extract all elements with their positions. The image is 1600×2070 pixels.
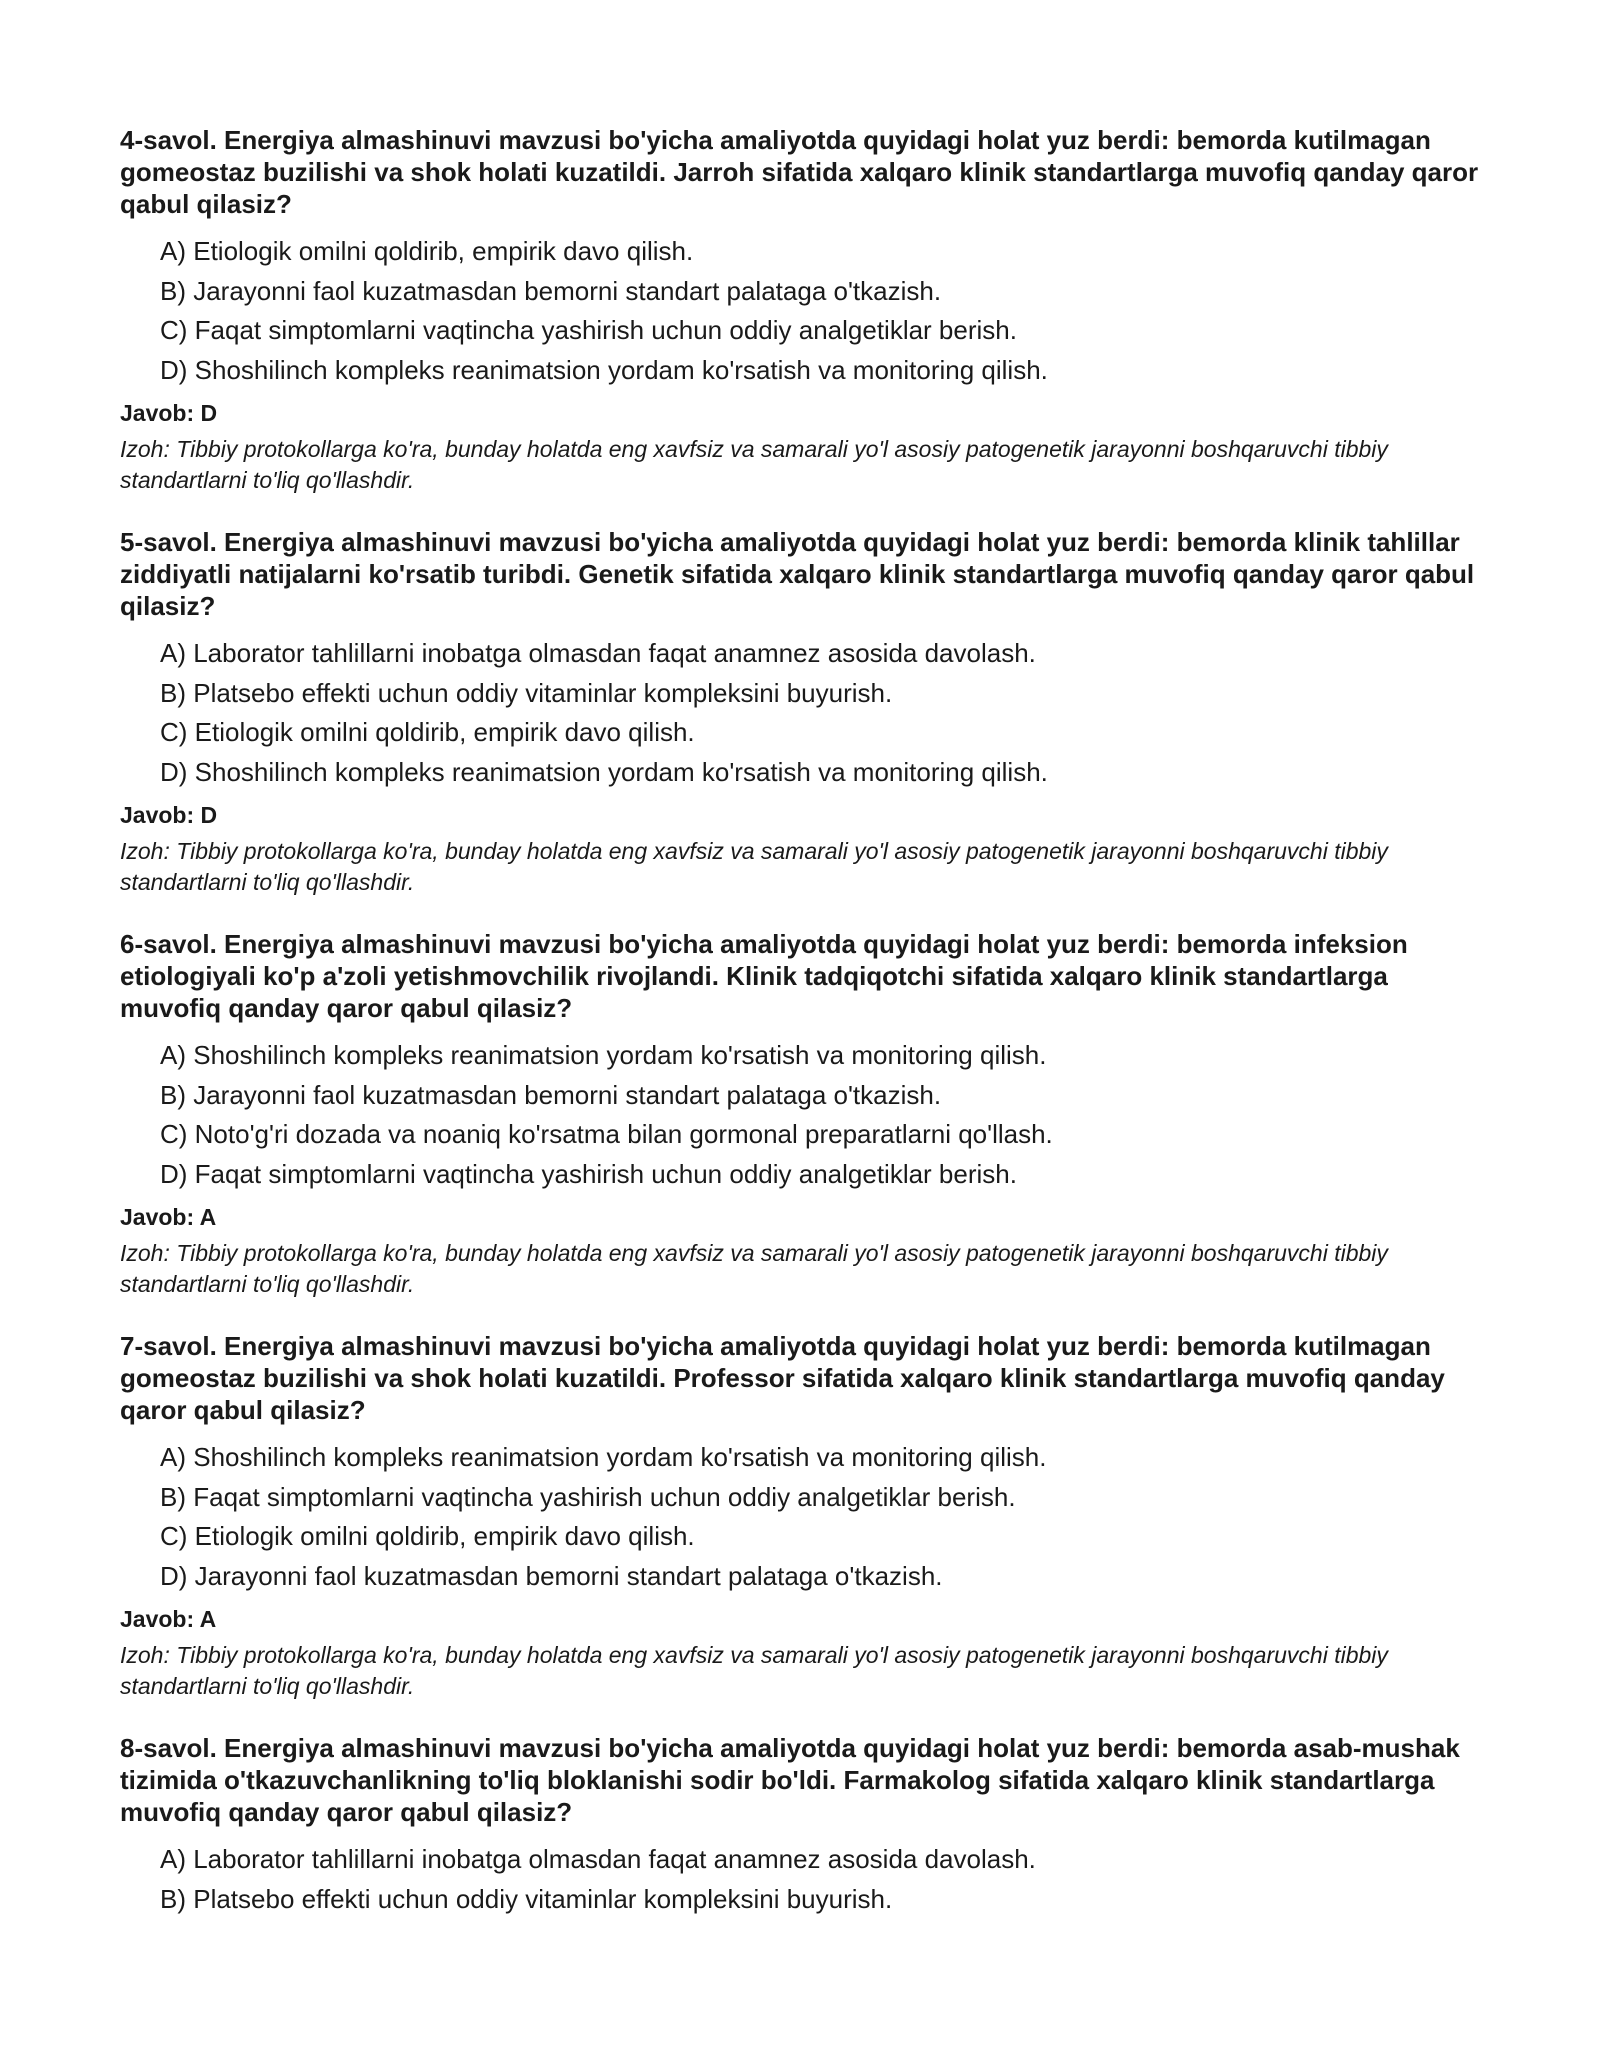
- option-d: D) Jarayonni faol kuzatmasdan bemorni standart palataga o'tkazish.: [160, 1560, 943, 1591]
- question-title: 5-savol. Energiya almashinuvi mavzusi bo'yicha amaliyotda quyidagi holat yuz berdi: bemorda klinik tahlillar ziddiyatli natijalarni ko'rsatib turibdi. Genetik sifatida xalqaro klinik standartlarga muvofiq qanday qaror qabul qilasiz?: [120, 527, 1475, 621]
- option-b: B) Jarayonni faol kuzatmasdan bemorni standart palataga o'tkazish.: [160, 1079, 942, 1110]
- options-list: [160, 232, 1480, 390]
- answer-label: Javob: D: [120, 400, 218, 426]
- option-a: A) Laborator tahlillarni inobatga olmasdan faqat anamnez asosida davolash.: [160, 638, 1036, 668]
- option-d: D) Shoshilinch kompleks reanimatsion yordam ko'rsatish va monitoring qilish.: [160, 756, 1048, 787]
- option-a: A) Etiologik omilni qoldirib, empirik davo qilish.: [160, 236, 694, 266]
- question-block: [120, 1732, 1480, 1919]
- option-b: B) Platsebo effekti uchun oddiy vitaminlar kompleksini buyurish.: [160, 1883, 893, 1914]
- option-a: A) Shoshilinch kompleks reanimatsion yordam ko'rsatish va monitoring qilish.: [160, 1442, 1047, 1472]
- question-title: 4-savol. Energiya almashinuvi mavzusi bo'yicha amaliyotda quyidagi holat yuz berdi: bemorda kutilmagan gomeostaz buzilishi va shok holati kuzatildi. Jarroh sifatida xalqaro klinik standartlarga muvofiq qanday qaror qabul qilasiz?: [120, 125, 1479, 219]
- answer-label: Javob: A: [120, 1204, 217, 1230]
- option-d: D) Faqat simptomlarni vaqtincha yashirish uchun oddiy analgetiklar berish.: [160, 1158, 1017, 1189]
- option-b: B) Jarayonni faol kuzatmasdan bemorni standart palataga o'tkazish.: [160, 275, 942, 306]
- option-b: B) Platsebo effekti uchun oddiy vitaminlar kompleksini buyurish.: [160, 677, 893, 708]
- explanation-note: Izoh: Tibbiy protokollarga ko'ra, bunday holatda eng xavfsiz va samarali yo'l asosiy patogenetik jarayonni boshqaruvchi tibbiy standartlarni to'liq qo'llashdir.: [120, 436, 1388, 493]
- option-a: A) Laborator tahlillarni inobatga olmasdan faqat anamnez asosida davolash.: [160, 1844, 1036, 1874]
- document-page: [120, 124, 1480, 1949]
- option-c: C) Etiologik omilni qoldirib, empirik davo qilish.: [160, 717, 695, 747]
- option-a: A) Shoshilinch kompleks reanimatsion yordam ko'rsatish va monitoring qilish.: [160, 1040, 1047, 1070]
- options-list: [160, 1438, 1480, 1596]
- question-title: 7-savol. Energiya almashinuvi mavzusi bo'yicha amaliyotda quyidagi holat yuz berdi: bemorda kutilmagan gomeostaz buzilishi va shok holati kuzatildi. Professor sifatida xalqaro klinik standartlarga muvofiq qanday qaror qabul qilasiz?: [120, 1331, 1445, 1425]
- options-list: [160, 1036, 1480, 1194]
- option-d: D) Shoshilinch kompleks reanimatsion yordam ko'rsatish va monitoring qilish.: [160, 354, 1048, 385]
- question-block: [120, 124, 1480, 496]
- option-b: B) Faqat simptomlarni vaqtincha yashirish uchun oddiy analgetiklar berish.: [160, 1481, 1016, 1512]
- question-title: 6-savol. Energiya almashinuvi mavzusi bo'yicha amaliyotda quyidagi holat yuz berdi: bemorda infeksion etiologiyali ko'p a'zoli yetishmovchilik rivojlandi. Klinik tadqiqotchi sifatida xalqaro klinik standartlarga muvofiq qanday qaror qabul qilasiz?: [120, 929, 1408, 1023]
- answer-label: Javob: A: [120, 1606, 217, 1632]
- options-list: [160, 634, 1480, 792]
- option-c: C) Noto'g'ri dozada va noaniq ko'rsatma bilan gormonal preparatlarni qo'llash.: [160, 1119, 1053, 1149]
- question-block: [120, 1330, 1480, 1702]
- option-c: C) Etiologik omilni qoldirib, empirik davo qilish.: [160, 1521, 695, 1551]
- explanation-note: Izoh: Tibbiy protokollarga ko'ra, bunday holatda eng xavfsiz va samarali yo'l asosiy patogenetik jarayonni boshqaruvchi tibbiy standartlarni to'liq qo'llashdir.: [120, 838, 1388, 895]
- question-title: 8-savol. Energiya almashinuvi mavzusi bo'yicha amaliyotda quyidagi holat yuz berdi: bemorda asab-mushak tizimida o'tkazuvchanlikning to'liq bloklanishi sodir bo'ldi. Farmakolog sifatida xalqaro klinik standartlarga muvofiq qanday qaror qabul qilasiz?: [120, 1733, 1460, 1827]
- options-list: [160, 1840, 1480, 1919]
- answer-label: Javob: D: [120, 802, 218, 828]
- question-block: [120, 526, 1480, 898]
- explanation-note: Izoh: Tibbiy protokollarga ko'ra, bunday holatda eng xavfsiz va samarali yo'l asosiy patogenetik jarayonni boshqaruvchi tibbiy standartlarni to'liq qo'llashdir.: [120, 1642, 1388, 1699]
- option-c: C) Faqat simptomlarni vaqtincha yashirish uchun oddiy analgetiklar berish.: [160, 315, 1017, 345]
- question-block: [120, 928, 1480, 1300]
- explanation-note: Izoh: Tibbiy protokollarga ko'ra, bunday holatda eng xavfsiz va samarali yo'l asosiy patogenetik jarayonni boshqaruvchi tibbiy standartlarni to'liq qo'llashdir.: [120, 1240, 1388, 1297]
